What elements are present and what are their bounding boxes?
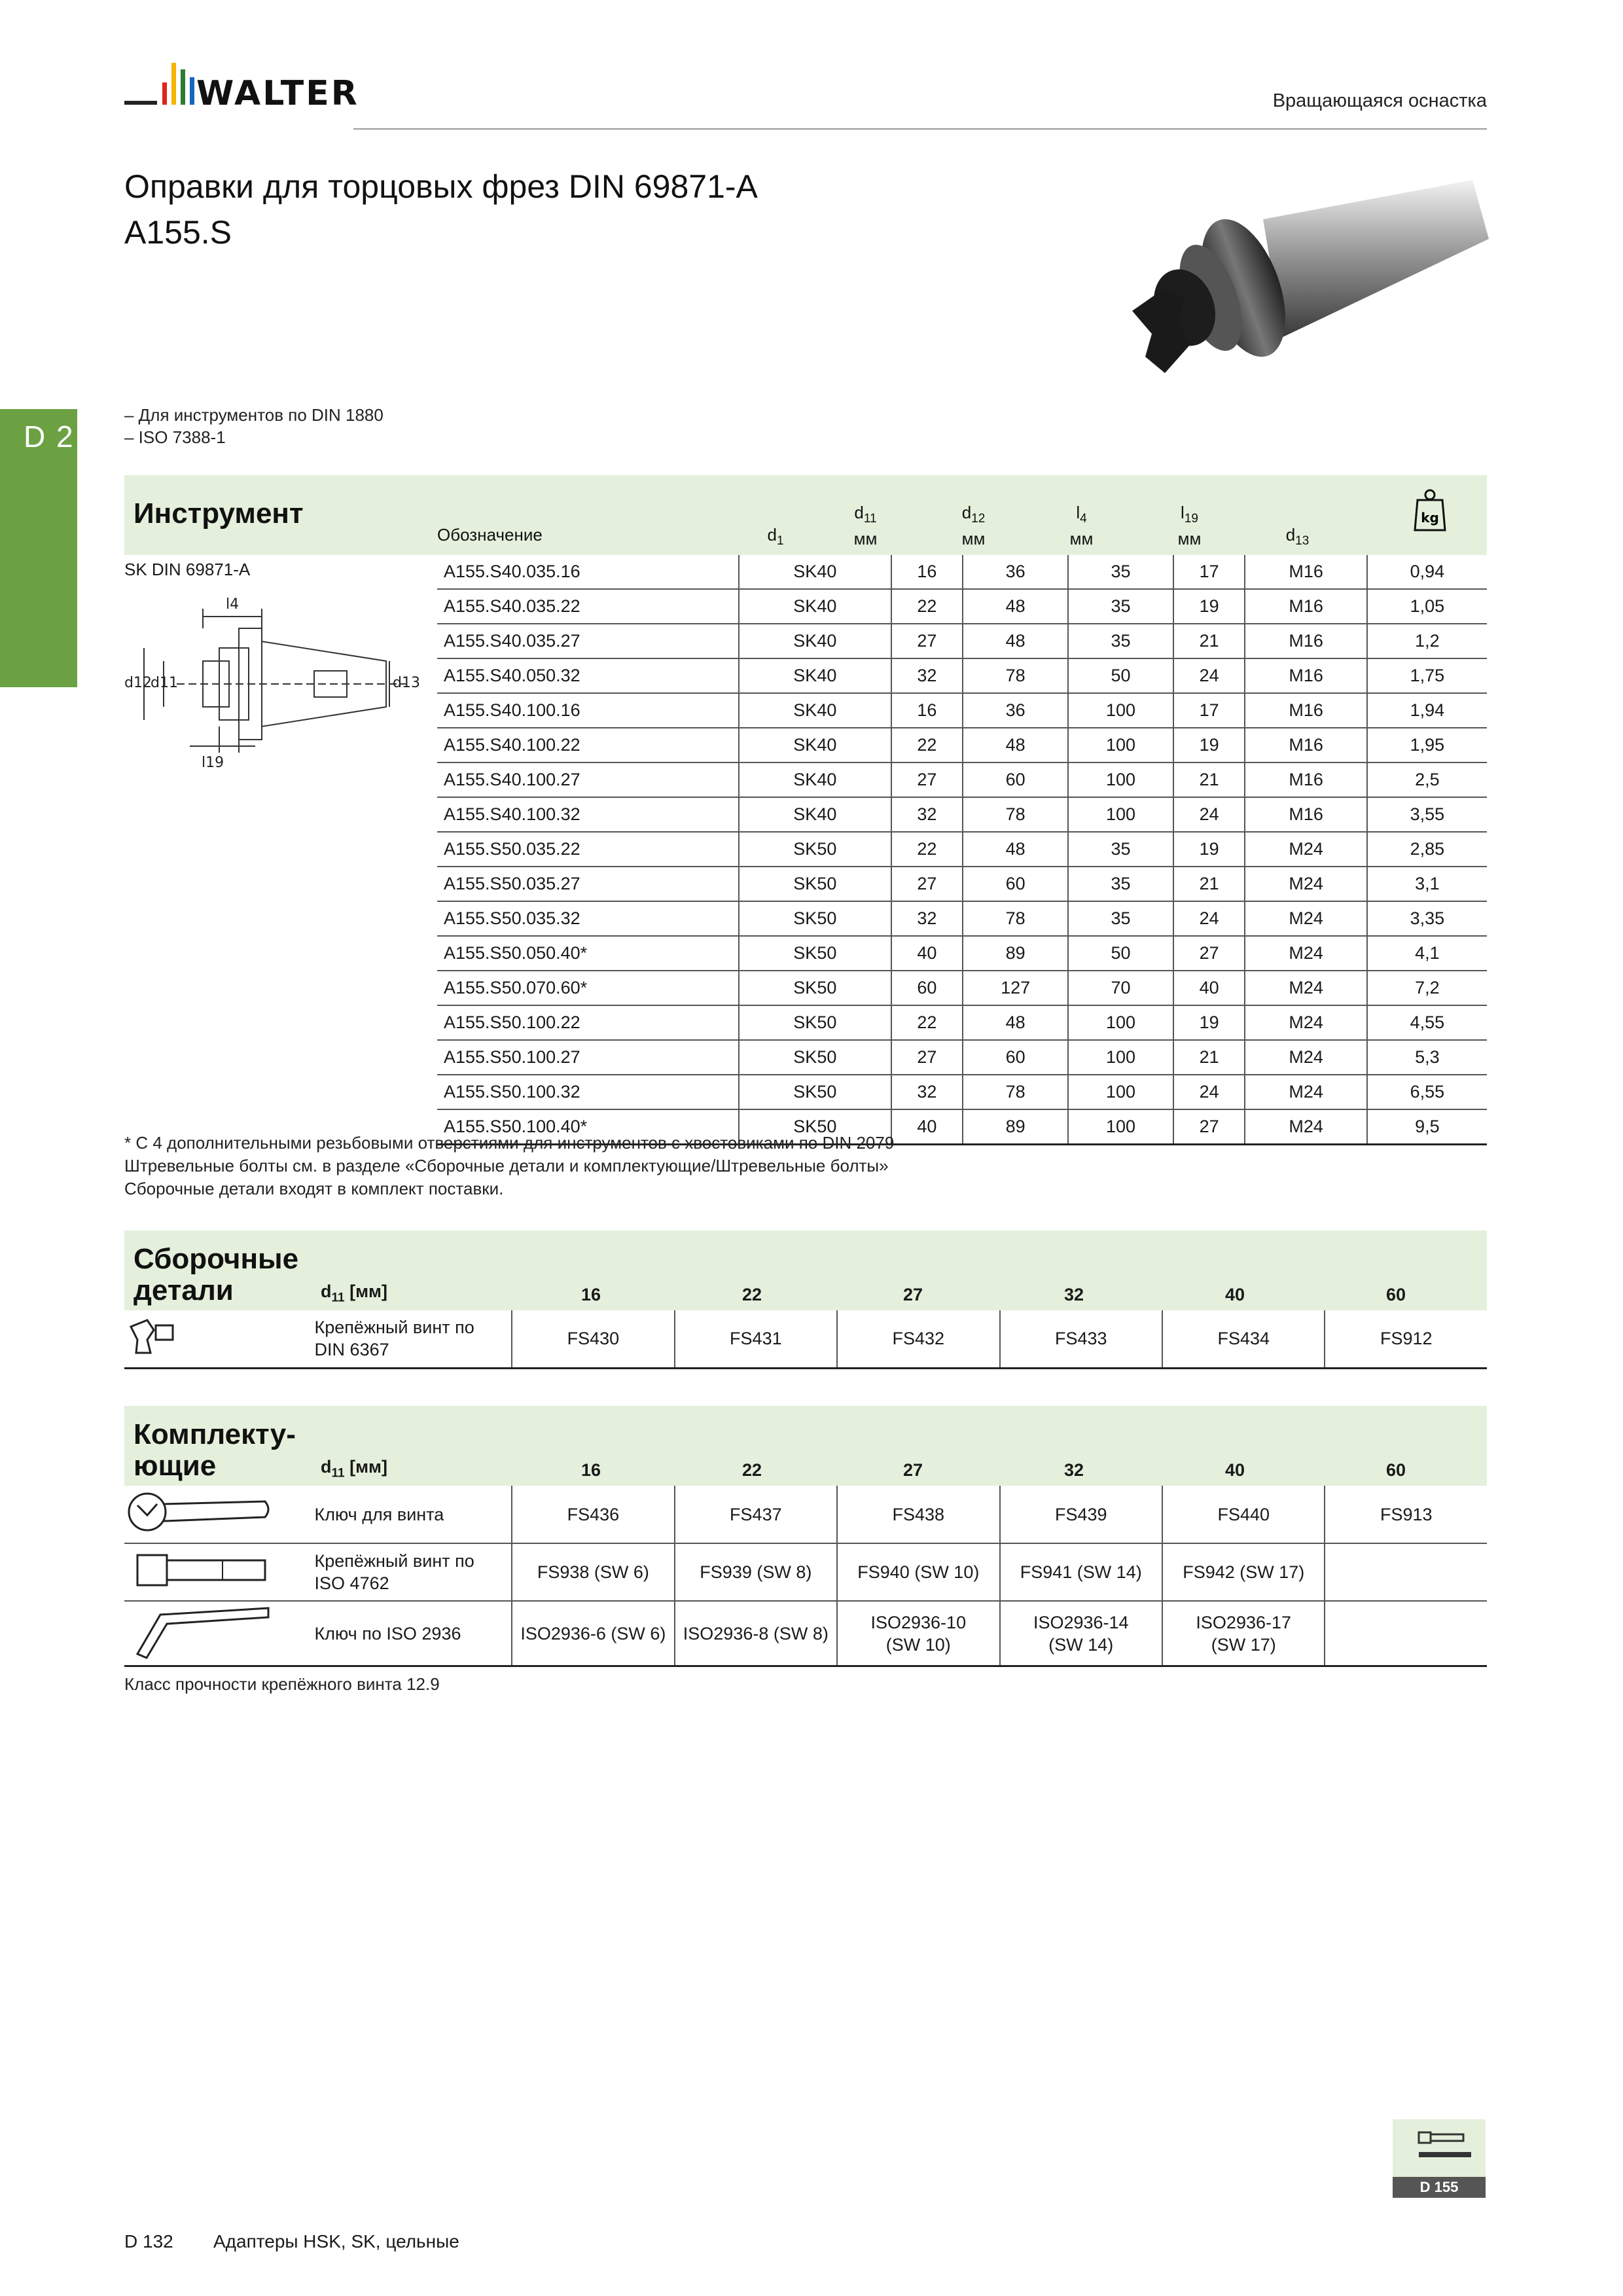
d12-cell: 89 [963, 1109, 1068, 1145]
tool-table-row [437, 936, 1487, 971]
col-l19: $l_{19}$ мм [1177, 503, 1202, 549]
assembly-header [124, 1230, 1487, 1310]
accessories-value-cell: FS440 [1162, 1486, 1325, 1543]
dim-l4: l4 [226, 596, 240, 613]
assembly-row [124, 1310, 1487, 1368]
d1-cell: SK40 [739, 762, 891, 797]
walter-logo [124, 60, 399, 116]
d1-cell: SK40 [739, 693, 891, 728]
d11-cell: 40 [891, 1109, 963, 1145]
designation-cell: A155.S50.100.27 [437, 1040, 739, 1075]
d1-cell: SK50 [739, 936, 891, 971]
weight-cell: 3,1 [1367, 867, 1487, 901]
l19-cell: 27 [1173, 1109, 1245, 1145]
table-notes [124, 1132, 894, 1200]
page-title-line1: Оправки для торцовых фрез DIN 69871-A [124, 168, 758, 205]
l4-cell: 100 [1068, 762, 1173, 797]
accessories-value-cell: FS940 (SW 10) [837, 1543, 999, 1601]
accessories-value-cell: ISO2936-10 (SW 10) [837, 1601, 999, 1666]
l4-cell: 70 [1068, 971, 1173, 1005]
weight-cell: 1,95 [1367, 728, 1487, 762]
d11-cell: 16 [891, 555, 963, 589]
weight-cell: 0,94 [1367, 555, 1487, 589]
d12-cell: 60 [963, 1040, 1068, 1075]
accessories-value-cell: FS941 (SW 14) [1000, 1543, 1162, 1601]
socket-screw-icon [124, 1543, 315, 1601]
d13-cell: M16 [1245, 762, 1366, 797]
accessories-header-value: 27 [902, 1460, 923, 1480]
assembly-block [124, 1230, 1487, 1369]
variant-label: SK DIN 69871-A [124, 560, 251, 579]
assembly-header-value: 22 [741, 1285, 762, 1304]
designation-cell: A155.S50.070.60* [437, 971, 739, 1005]
d11-cell: 22 [891, 832, 963, 867]
d1-cell: SK50 [739, 1109, 891, 1145]
d11-cell: 60 [891, 971, 963, 1005]
assembly-value-cell: FS432 [837, 1310, 999, 1368]
weight-cell: 1,05 [1367, 589, 1487, 624]
l19-cell: 21 [1173, 624, 1245, 658]
d11-cell: 32 [891, 797, 963, 832]
assembly-value-cell: FS433 [1000, 1310, 1162, 1368]
l4-cell: 100 [1068, 1005, 1173, 1040]
weight-cell: 4,55 [1367, 1005, 1487, 1040]
accessories-value-cell: FS913 [1325, 1486, 1487, 1543]
d13-cell: M16 [1245, 589, 1366, 624]
designation-cell: A155.S40.100.32 [437, 797, 739, 832]
designation-cell: A155.S40.035.22 [437, 589, 739, 624]
d1-cell: SK40 [739, 589, 891, 624]
l4-cell: 100 [1068, 1109, 1173, 1145]
col-l4: $l_4$ мм [1069, 503, 1094, 549]
accessories-description: Крепёжный винт по ISO 4762 [315, 1543, 512, 1601]
designation-cell: A155.S50.035.27 [437, 867, 739, 901]
l19-cell: 19 [1173, 728, 1245, 762]
accessories-title: Комплекту- ющие [134, 1418, 296, 1482]
col-designation: Обозначение [437, 525, 543, 545]
d13-cell: M24 [1245, 867, 1366, 901]
page-title-line2: A155.S [124, 214, 232, 251]
accessories-block [124, 1406, 1487, 1667]
d12-cell: 89 [963, 936, 1068, 971]
l4-cell: 35 [1068, 624, 1173, 658]
d13-cell: M16 [1245, 624, 1366, 658]
accessories-value-cell: FS942 (SW 17) [1162, 1543, 1325, 1601]
tool-table-row [437, 762, 1487, 797]
d11-cell: 27 [891, 1040, 963, 1075]
d1-cell: SK40 [739, 555, 891, 589]
svg-text:kg: kg [1421, 510, 1439, 526]
l19-cell: 19 [1173, 1005, 1245, 1040]
accessories-value-cell [1325, 1601, 1487, 1666]
tool-table-row [437, 867, 1487, 901]
d13-cell: M24 [1245, 936, 1366, 971]
col-d11: $d_{11}$ мм [853, 503, 878, 549]
tool-table-row [437, 1005, 1487, 1040]
cross-reference-label: D 155 [1393, 2177, 1486, 2198]
l4-cell: 50 [1068, 658, 1173, 693]
l19-cell: 24 [1173, 797, 1245, 832]
assembly-header-value: 60 [1385, 1285, 1406, 1304]
col-d12: $d_{12}$ мм [961, 503, 986, 549]
d12-cell: 78 [963, 901, 1068, 936]
d12-cell: 36 [963, 555, 1068, 589]
d1-cell: SK50 [739, 1040, 891, 1075]
weight-icon [1407, 488, 1453, 538]
note-line: Штревельные болты см. в разделе «Сборочные детали и комплектующие/Штревельные болты» [124, 1156, 889, 1175]
tool-table-header [124, 475, 1487, 555]
accessories-value-cell: FS938 (SW 6) [512, 1543, 674, 1601]
assembly-title: Сборочные детали [134, 1243, 299, 1306]
accessories-header [124, 1406, 1487, 1486]
l19-cell: 21 [1173, 867, 1245, 901]
d13-cell: M24 [1245, 1109, 1366, 1145]
weight-cell: 2,5 [1367, 762, 1487, 797]
designation-cell: A155.S40.100.27 [437, 762, 739, 797]
designation-cell: A155.S50.035.22 [437, 832, 739, 867]
l19-cell: 19 [1173, 589, 1245, 624]
col-d13: $d_{13}$ [1285, 525, 1310, 548]
d11-cell: 16 [891, 693, 963, 728]
d1-cell: SK50 [739, 867, 891, 901]
d12-cell: 78 [963, 658, 1068, 693]
strength-class-note: Класс прочности крепёжного винта 12.9 [124, 1674, 440, 1694]
weight-cell: 5,3 [1367, 1040, 1487, 1075]
l4-cell: 35 [1068, 867, 1173, 901]
weight-cell: 1,75 [1367, 658, 1487, 693]
tool-table-row [437, 589, 1487, 624]
note-line: Сборочные детали входят в комплект поставки. [124, 1179, 504, 1198]
accessories-value-cell: FS939 (SW 8) [675, 1543, 837, 1601]
d11-cell: 32 [891, 901, 963, 936]
accessories-value-cell: ISO2936-6 (SW 6) [512, 1601, 674, 1666]
accessories-value-cell: FS437 [675, 1486, 837, 1543]
feature-item: – ISO 7388-1 [124, 427, 226, 447]
d12-cell: 48 [963, 589, 1068, 624]
tool-table-row [437, 971, 1487, 1005]
d11-cell: 22 [891, 728, 963, 762]
hex-key-icon [124, 1601, 315, 1666]
tool-table-row [437, 693, 1487, 728]
d12-cell: 60 [963, 762, 1068, 797]
d13-cell: M16 [1245, 658, 1366, 693]
d1-cell: SK40 [739, 797, 891, 832]
d13-cell: M16 [1245, 693, 1366, 728]
weight-cell: 9,5 [1367, 1109, 1487, 1145]
d11-cell: 22 [891, 589, 963, 624]
d12-cell: 48 [963, 1005, 1068, 1040]
d13-cell: M24 [1245, 901, 1366, 936]
weight-cell: 6,55 [1367, 1075, 1487, 1109]
d1-cell: SK40 [739, 728, 891, 762]
designation-cell: A155.S50.100.22 [437, 1005, 739, 1040]
weight-cell: 1,94 [1367, 693, 1487, 728]
l4-cell: 100 [1068, 797, 1173, 832]
d12-cell: 48 [963, 728, 1068, 762]
dim-l19: l19 [202, 755, 224, 771]
header-section-title: Вращающаяся оснастка [1272, 90, 1487, 111]
assembly-header-value: 32 [1063, 1285, 1084, 1304]
tool-table-row [437, 658, 1487, 693]
accessories-table [124, 1486, 1487, 1667]
accessories-value-cell: FS436 [512, 1486, 674, 1543]
assembly-d11-label: $d_{11}$ [мм] [321, 1281, 388, 1304]
accessories-value-cell: ISO2936-8 (SW 8) [675, 1601, 837, 1666]
assembly-description: Крепёжный винт по DIN 6367 [315, 1310, 512, 1368]
accessories-value-cell: FS439 [1000, 1486, 1162, 1543]
l19-cell: 24 [1173, 1075, 1245, 1109]
footer-chapter-title: Адаптеры HSK, SK, цельные [213, 2231, 459, 2251]
d11-cell: 32 [891, 1075, 963, 1109]
l19-cell: 27 [1173, 936, 1245, 971]
tool-table-row [437, 797, 1487, 832]
l4-cell: 35 [1068, 589, 1173, 624]
accessories-header-value: 40 [1224, 1460, 1245, 1480]
tool-table-row [437, 1075, 1487, 1109]
tool-table-row [437, 555, 1487, 589]
d12-cell: 48 [963, 624, 1068, 658]
feature-list [124, 404, 383, 448]
l4-cell: 35 [1068, 901, 1173, 936]
dim-d13: d13 [393, 675, 420, 691]
d12-cell: 127 [963, 971, 1068, 1005]
tool-section-title: Инструмент [134, 497, 304, 529]
assembly-table [124, 1310, 1487, 1369]
d13-cell: M24 [1245, 1040, 1366, 1075]
weight-cell: 4,1 [1367, 936, 1487, 971]
accessories-value-cell [1325, 1543, 1487, 1601]
assembly-header-value: 16 [580, 1285, 601, 1304]
d13-cell: M24 [1245, 832, 1366, 867]
d13-cell: M16 [1245, 555, 1366, 589]
designation-cell: A155.S40.100.22 [437, 728, 739, 762]
designation-cell: A155.S40.050.32 [437, 658, 739, 693]
d1-cell: SK50 [739, 1005, 891, 1040]
accessories-header-value: 60 [1385, 1460, 1406, 1480]
assembly-value-cell: FS431 [675, 1310, 837, 1368]
d11-cell: 22 [891, 1005, 963, 1040]
accessories-value-cell: ISO2936-17 (SW 17) [1162, 1601, 1325, 1666]
designation-cell: A155.S40.035.16 [437, 555, 739, 589]
d12-cell: 78 [963, 1075, 1068, 1109]
d13-cell: M24 [1245, 971, 1366, 1005]
l4-cell: 100 [1068, 1075, 1173, 1109]
assembly-value-cell: FS430 [512, 1310, 674, 1368]
footer-page-number: D 132 [124, 2231, 173, 2251]
d11-cell: 27 [891, 762, 963, 797]
note-line: * С 4 дополнительными резьбовыми отверстиями для инструментов с хвостовиками по DIN 2079 [124, 1133, 895, 1153]
accessories-row [124, 1486, 1487, 1543]
d11-cell: 40 [891, 936, 963, 971]
d12-cell: 36 [963, 693, 1068, 728]
weight-cell: 7,2 [1367, 971, 1487, 1005]
technical-drawing [124, 589, 425, 772]
l4-cell: 100 [1068, 693, 1173, 728]
d1-cell: SK50 [739, 1075, 891, 1109]
chapter-tab [0, 409, 77, 687]
col-d1: $d_1$ [767, 525, 784, 548]
header-divider [353, 128, 1487, 130]
d13-cell: M16 [1245, 728, 1366, 762]
accessories-description: Ключ по ISO 2936 [315, 1601, 512, 1666]
accessories-value-cell: FS438 [837, 1486, 999, 1543]
d1-cell: SK40 [739, 624, 891, 658]
designation-cell: A155.S50.100.32 [437, 1075, 739, 1109]
page-title [124, 164, 758, 255]
l19-cell: 24 [1173, 658, 1245, 693]
weight-cell: 3,55 [1367, 797, 1487, 832]
l4-cell: 100 [1068, 1040, 1173, 1075]
accessories-header-value: 32 [1063, 1460, 1084, 1480]
accessories-description: Ключ для винта [315, 1486, 512, 1543]
accessories-d11-label: $d_{11}$ [мм] [321, 1456, 388, 1480]
accessories-row [124, 1543, 1487, 1601]
d1-cell: SK50 [739, 832, 891, 867]
clamp-screw-icon [124, 1310, 315, 1368]
designation-cell: A155.S40.100.16 [437, 693, 739, 728]
chapter-tab-label: D 2 [24, 420, 75, 454]
tool-table-row [437, 728, 1487, 762]
assembly-header-value: 40 [1224, 1285, 1245, 1304]
assembly-value-cell: FS434 [1162, 1310, 1325, 1368]
accessories-header-value: 22 [741, 1460, 762, 1480]
walter-logo-graphic [124, 60, 399, 113]
weight-cell: 1,2 [1367, 624, 1487, 658]
designation-cell: A155.S40.035.27 [437, 624, 739, 658]
l19-cell: 24 [1173, 901, 1245, 936]
d12-cell: 48 [963, 832, 1068, 867]
dim-d11: d11 [151, 675, 178, 691]
weight-cell: 3,35 [1367, 901, 1487, 936]
tool-table [437, 555, 1487, 1145]
d11-cell: 32 [891, 658, 963, 693]
designation-cell: A155.S50.035.32 [437, 901, 739, 936]
l19-cell: 40 [1173, 971, 1245, 1005]
accessories-header-value: 16 [580, 1460, 601, 1480]
tool-table-row [437, 901, 1487, 936]
d1-cell: SK40 [739, 658, 891, 693]
d1-cell: SK50 [739, 901, 891, 936]
weight-cell: 2,85 [1367, 832, 1487, 867]
tool-table-row [437, 832, 1487, 867]
d12-cell: 60 [963, 867, 1068, 901]
assembly-header-value: 27 [902, 1285, 923, 1304]
l19-cell: 21 [1173, 1040, 1245, 1075]
accessories-row [124, 1601, 1487, 1666]
l19-cell: 19 [1173, 832, 1245, 867]
designation-cell: A155.S50.100.40* [437, 1109, 739, 1145]
d11-cell: 27 [891, 624, 963, 658]
l19-cell: 21 [1173, 762, 1245, 797]
l4-cell: 35 [1068, 555, 1173, 589]
accessories-value-cell: ISO2936-14 (SW 14) [1000, 1601, 1162, 1666]
d13-cell: M24 [1245, 1005, 1366, 1040]
screw-wrench-icon [124, 1486, 315, 1543]
l4-cell: 100 [1068, 728, 1173, 762]
dim-d12: d12 [124, 675, 152, 691]
l19-cell: 17 [1173, 555, 1245, 589]
d13-cell: M16 [1245, 797, 1366, 832]
feature-item: – Для инструментов по DIN 1880 [124, 405, 383, 425]
d12-cell: 78 [963, 797, 1068, 832]
l4-cell: 35 [1068, 832, 1173, 867]
d1-cell: SK50 [739, 971, 891, 1005]
l19-cell: 17 [1173, 693, 1245, 728]
tool-table-row [437, 624, 1487, 658]
designation-cell: A155.S50.050.40* [437, 936, 739, 971]
d13-cell: M24 [1245, 1075, 1366, 1109]
tool-table-row [437, 1040, 1487, 1075]
brand-name: WALTER [196, 74, 359, 113]
l4-cell: 50 [1068, 936, 1173, 971]
assembly-value-cell: FS912 [1325, 1310, 1487, 1368]
d11-cell: 27 [891, 867, 963, 901]
screw-icon [1393, 2119, 1486, 2177]
product-image [1106, 147, 1492, 409]
